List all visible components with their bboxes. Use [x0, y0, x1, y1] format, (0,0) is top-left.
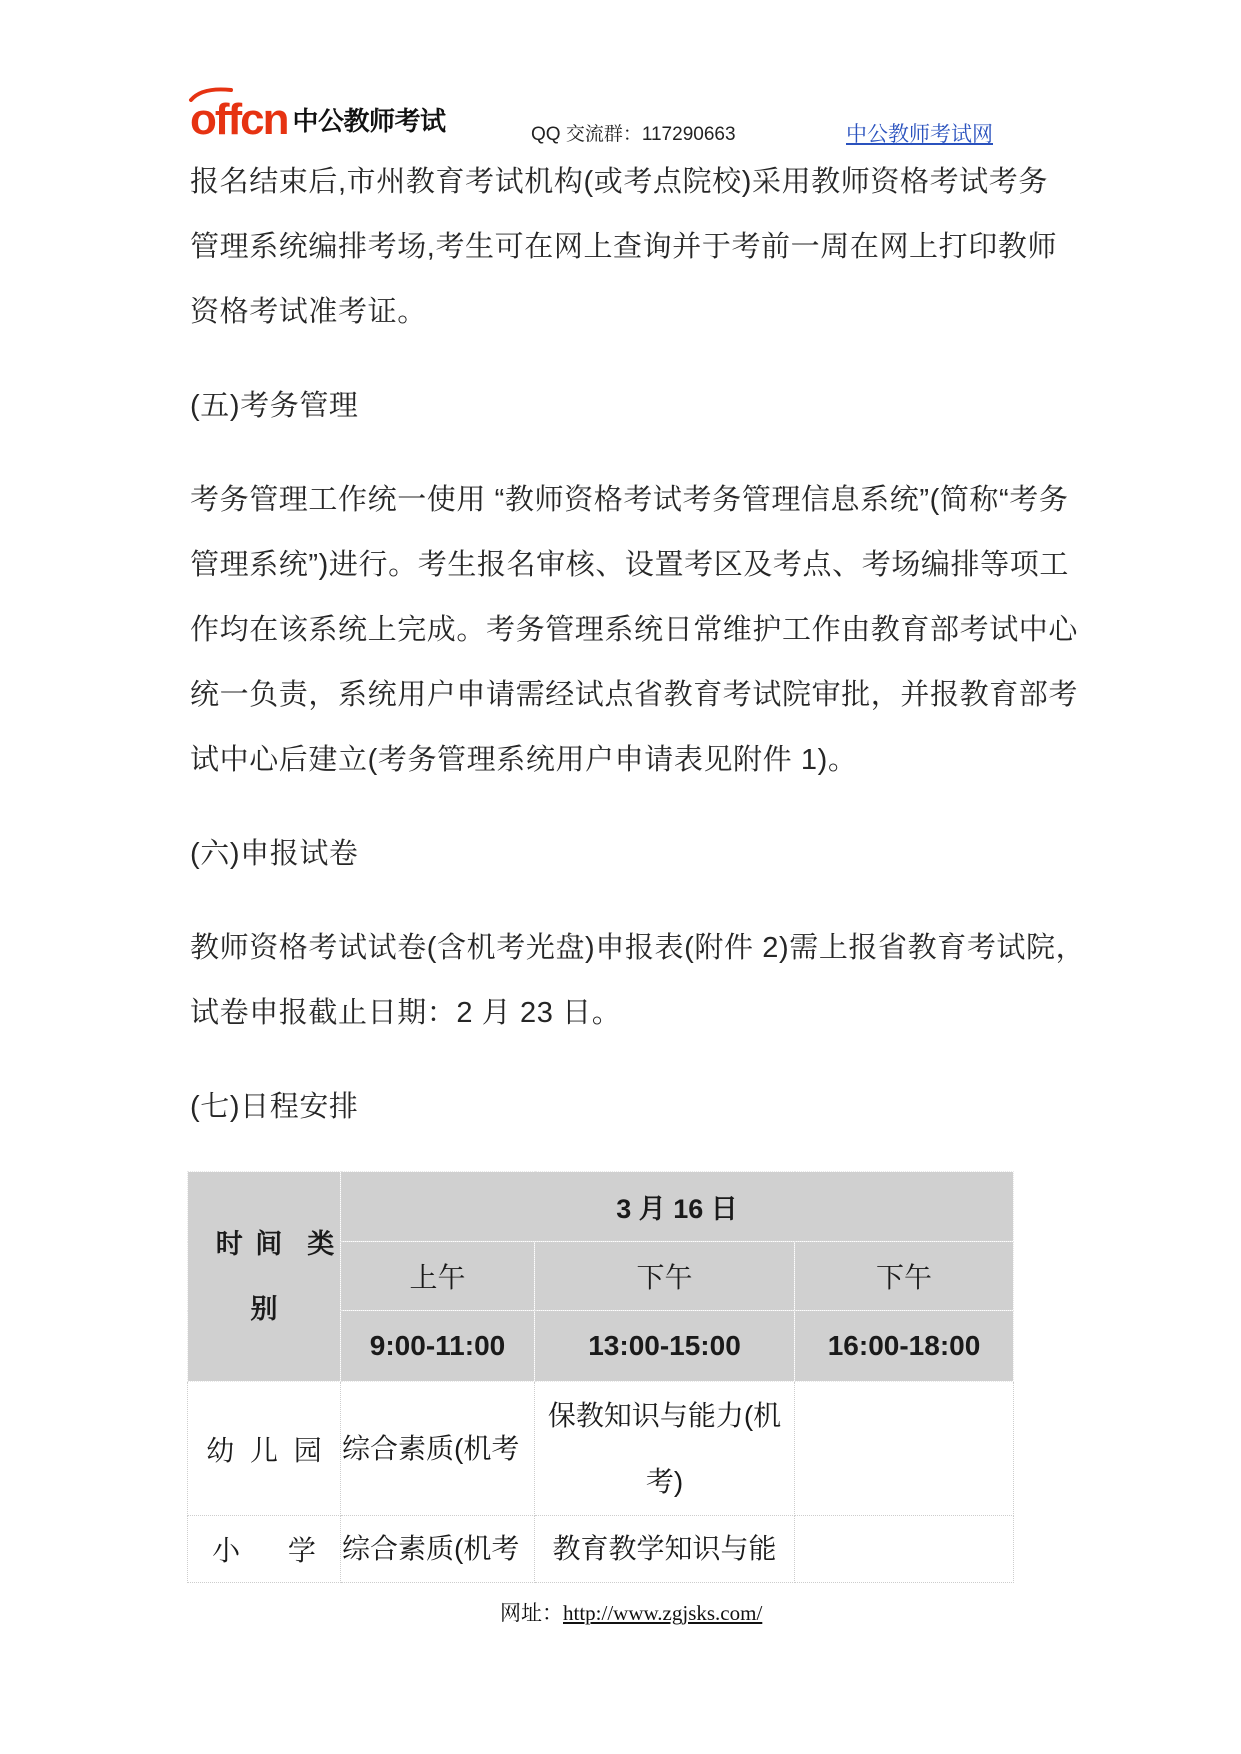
paragraph-line: 管理系统编排考场,考生可在网上查询并于考前一周在网上打印教师 — [190, 231, 1058, 263]
category-header-text: 时 间 类 — [215, 1228, 335, 1259]
section-heading: (六)申报试卷 — [190, 838, 359, 870]
subject-cell — [341, 1382, 535, 1516]
logo-brand-text: offcn — [190, 95, 288, 144]
document-body — [190, 150, 1170, 1169]
subject-cell — [535, 1516, 795, 1583]
logo-name-text: 中公教师考试 — [292, 106, 446, 136]
category-cell: 幼 儿 园 — [188, 1382, 341, 1516]
paragraph-line: 作均在该系统上完成。考务管理系统日常维护工作由教育部考试中心 — [190, 614, 1079, 646]
empty-cell — [795, 1382, 1014, 1516]
category-header-text: 别 — [250, 1293, 278, 1324]
subject-text-line: 考) — [645, 1465, 684, 1497]
schedule-table — [187, 1171, 1014, 1583]
logo-swoosh-icon — [188, 86, 234, 102]
section-heading: (七)日程安排 — [190, 1091, 359, 1123]
date-header-cell: 3 月 16 日 — [341, 1172, 1014, 1242]
category-cell: 小 学 — [188, 1516, 341, 1583]
paragraph-line: 管理系统”)进行。考生报名审核、设置考区及考点、考场编排等项工 — [190, 549, 1069, 581]
footer-url-link[interactable]: http://www.zgjsks.com/ — [563, 1601, 763, 1625]
time-cell: 9:00-11:00 — [341, 1311, 535, 1382]
time-cell: 13:00-15:00 — [535, 1311, 795, 1382]
paragraph-paper-submission — [190, 916, 1170, 1046]
subject-text-line: 保教知识与能力(机 — [547, 1399, 782, 1431]
subject-text — [535, 1383, 794, 1515]
site-link[interactable]: 中公教师考试网 — [846, 123, 993, 146]
subject-text — [535, 1519, 794, 1579]
period-cell: 下午 — [795, 1242, 1014, 1311]
paragraph-line: 统一负责，系统用户申请需经试点省教育考试院审批，并报教育部考 — [190, 679, 1079, 711]
paragraph-line: 考务管理工作统一使用 “教师资格考试考务管理信息系统”(简称“考务 — [190, 484, 1069, 516]
paragraph-line: 教师资格考试试卷(含机考光盘)申报表(附件 2)需上报省教育考试院， — [190, 932, 1086, 964]
empty-cell — [795, 1516, 1014, 1583]
paragraph-line: 报名结束后,市州教育考试机构(或考点院校)采用教师资格考试考务 — [190, 166, 1048, 198]
paragraph-exam-management — [190, 468, 1170, 793]
table-header-row — [188, 1172, 1014, 1242]
category-header-cell — [188, 1172, 341, 1382]
footer-label: 网址： — [500, 1601, 563, 1625]
subject-cell — [535, 1382, 795, 1516]
paragraph-registration — [190, 150, 1170, 345]
schedule-table-body — [188, 1172, 1014, 1583]
subject-text: 综合素质(机考 — [342, 1533, 520, 1564]
period-cell: 上午 — [341, 1242, 535, 1311]
subject-text-line: 教育教学知识与能 — [552, 1533, 777, 1564]
time-cell: 16:00-18:00 — [795, 1311, 1014, 1382]
table-row — [188, 1516, 1014, 1583]
period-cell: 下午 — [535, 1242, 795, 1311]
offcn-logo — [190, 94, 446, 142]
logo-swoosh-path — [191, 89, 231, 100]
subject-text: 综合素质(机考 — [342, 1432, 520, 1464]
paragraph-line: 试卷申报截止日期：2 月 23 日。 — [190, 997, 622, 1029]
section-heading: (五)考务管理 — [190, 390, 359, 422]
qq-group-text: QQ 交流群：117290663 — [531, 124, 736, 145]
paragraph-line: 资格考试准考证。 — [190, 296, 427, 328]
subject-cell — [341, 1516, 535, 1583]
table-row — [188, 1382, 1014, 1516]
paragraph-line: 试中心后建立(考务管理系统用户申请表见附件 1)。 — [190, 744, 858, 776]
footer — [500, 1598, 762, 1628]
